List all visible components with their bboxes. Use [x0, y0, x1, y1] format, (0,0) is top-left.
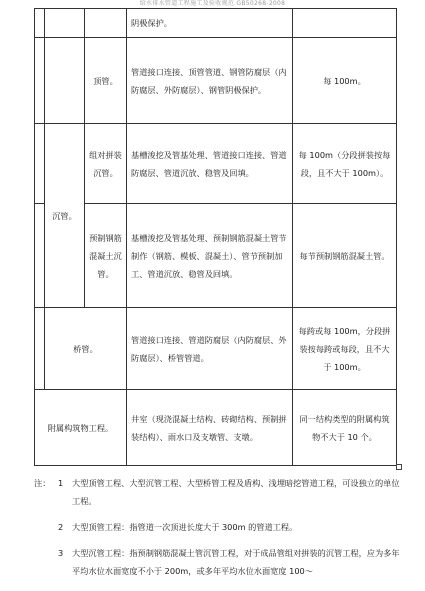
subcategory-cell — [85, 9, 127, 38]
subcategory-cell: 桥管。 — [45, 308, 127, 390]
page-header: 给水排水管道工程施工及验收规范 GB50268-2008 — [139, 0, 286, 7]
table-row — [35, 204, 397, 308]
col-a-cell — [35, 124, 45, 204]
category-cell: 附属构筑物工程。 — [35, 390, 127, 466]
content-cell: 井室（现浇混凝土结构、砖砌结构、预制拼装结构）、雨水口及支墩管、支墩。 — [127, 390, 293, 466]
table-resize-handle[interactable] — [396, 464, 402, 470]
note-number: 1 — [58, 478, 64, 488]
category-cell — [45, 38, 85, 124]
content-cell: 管道接口连接、顶管管道、钢管防腐层（内防腐层、外防腐层）、钢管阴极保护。 — [127, 38, 293, 124]
scope-cell: 每节预制钢筋混凝土管。 — [293, 204, 397, 308]
notes-section — [34, 474, 406, 588]
scope-cell — [293, 9, 397, 38]
col-a-cell — [35, 204, 45, 308]
content-cell: 基槽浚挖及管基处理、管道接口连接、管道防腐层、管道沉放、稳管及回填。 — [127, 124, 293, 204]
content-cell: 基槽浚挖及管基处理、预制钢筋混凝土管节制作（钢筋、模板、混凝土）、管节预制加工、管道沉放、稳管及回填。 — [127, 204, 293, 308]
subcategory-cell: 预制钢筋混凝土沉管。 — [85, 204, 127, 308]
col-a-cell — [35, 38, 45, 124]
col-a-cell — [35, 308, 45, 390]
note-number: 3 — [58, 548, 64, 558]
category-cell — [45, 9, 85, 38]
subcategory-cell: 顶管。 — [85, 38, 127, 124]
note-item — [34, 544, 406, 580]
scope-cell: 每 100m（分段拼装按每段，且不大于 100m）。 — [293, 124, 397, 204]
content-cell: 阴极保护。 — [127, 9, 293, 38]
note-text: 大型顶管工程、大型沉管工程、大型桥管工程及盾构、浅埋暗挖管道工程，可设独立的单位工程。 — [72, 478, 400, 506]
table-row — [35, 38, 397, 124]
note-text: 大型顶管工程：指管道一次顶进长度大于 300m 的管道工程。 — [72, 522, 298, 532]
notes-prefix: 注： — [34, 478, 51, 488]
acceptance-table — [34, 8, 397, 466]
scope-cell: 同一结构类型的附属构筑物不大于 10 个。 — [293, 390, 397, 466]
subcategory-cell: 组对拼装沉管。 — [85, 124, 127, 204]
scope-cell: 每 100m。 — [293, 38, 397, 124]
table-row — [35, 390, 397, 466]
table-row — [35, 124, 397, 204]
category-cell: 沉管。 — [45, 124, 85, 308]
table-row — [35, 308, 397, 390]
note-number: 2 — [58, 522, 64, 532]
col-a-cell — [35, 9, 45, 38]
table-row — [35, 9, 397, 38]
note-text: 大型沉管工程：指预制钢筋混凝土管沉管工程，对于成品管组对拼装的沉管工程，应为多年平均水位水面宽度不小于 200m，或多年平均水位水面宽度 100～ — [72, 548, 400, 576]
note-item — [34, 518, 406, 536]
scope-cell: 每跨或每 100m，分段拼装按每跨或每段，且不大于 100m。 — [293, 308, 397, 390]
content-cell: 管道接口连接、管道防腐层（内防腐层、外防腐层）、桥管管道。 — [127, 308, 293, 390]
note-item — [34, 474, 406, 510]
